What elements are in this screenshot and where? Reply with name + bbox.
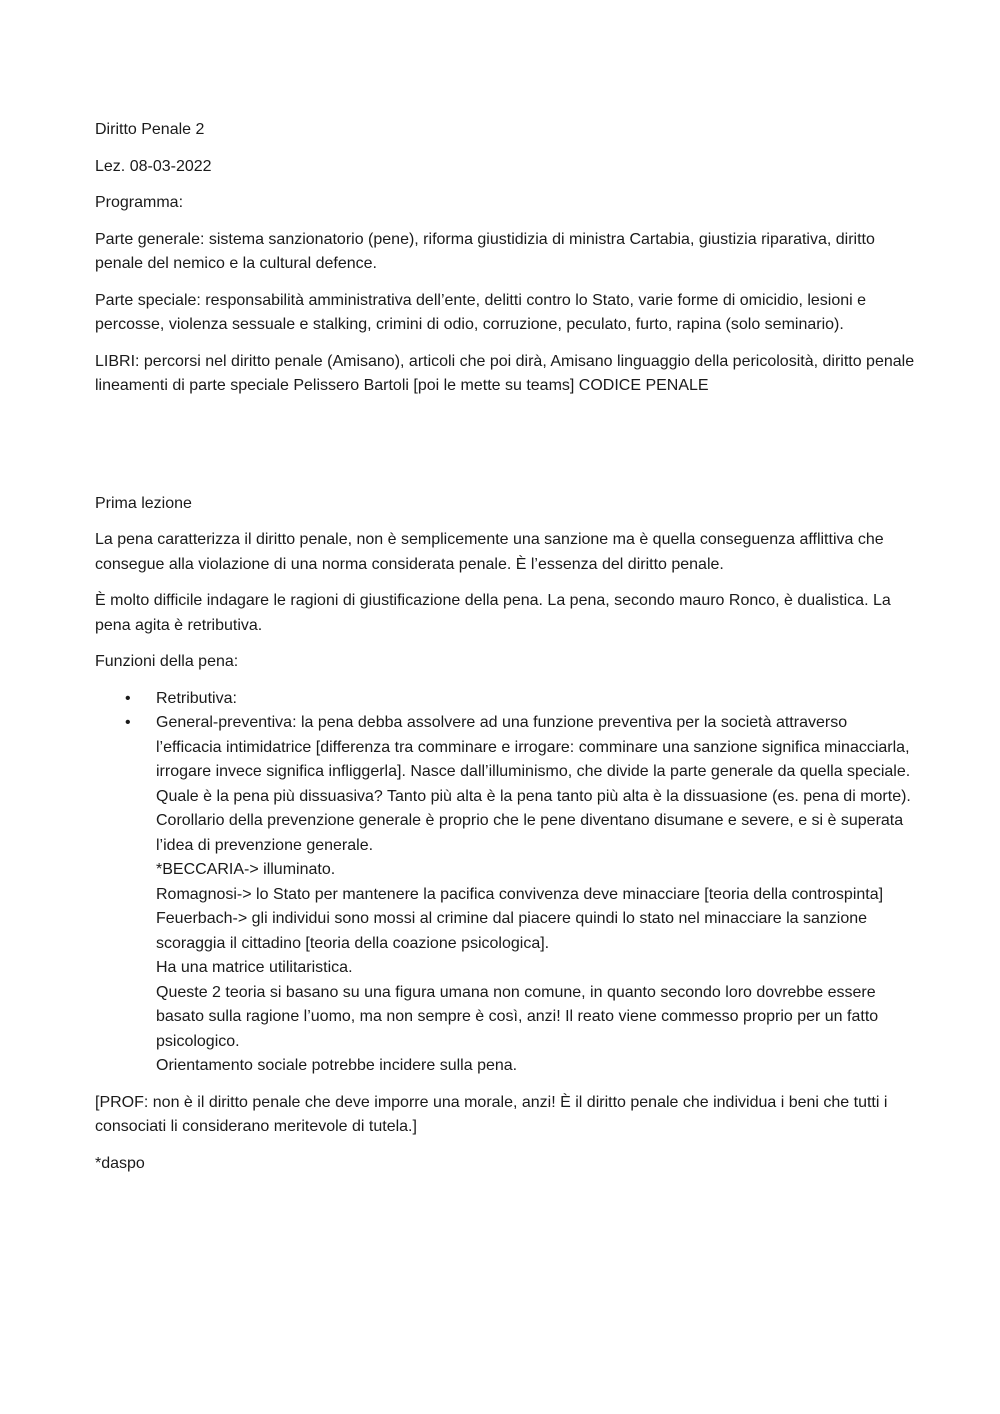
program-heading: Programma: <box>95 194 184 211</box>
item-general-preventiva: General-preventiva: la pena debba assolvere ad una funzione preventiva per la società attraverso l’efficacia intimidatrice [differenza tra comminare e irrogare: comminare una sanzione significa minacciarla, irrogare invece significa infliggerla]. Nasce dall’illuminismo, che divide la parte generale da quella speciale. <box>156 714 911 780</box>
functions-list <box>95 687 915 1079</box>
social-note: Orientamento sociale potrebbe incidere sulla pena. <box>156 1057 518 1074</box>
feuerbach-note: Feuerbach-> gli individui sono mossi al crimine dal piacere quindi lo stato nel minacciare la sanzione scoraggia il cittadino [teoria della coazione psicologica]. <box>156 910 868 952</box>
lecture-date: Lez. 08-03-2022 <box>95 157 212 175</box>
list-item <box>125 687 915 712</box>
lesson-title: Prima lezione <box>95 494 192 512</box>
item-retributiva: Retributiva: <box>156 689 237 707</box>
program-books: LIBRI: percorsi nel diritto penale (Amisano), articoli che poi dirà, Amisano linguaggio della pericolosità, diritto penale lineamenti di parte speciale Pelissero Bartoli [poi le mette su teams] CODICE PENALE <box>95 352 915 394</box>
lesson-paragraph-2: È molto difficile indagare le ragioni di giustificazione della pena. La pena, secondo mauro Ronco, è dualistica. La pena agita è retributiva. <box>95 592 891 634</box>
document-body <box>95 118 915 1188</box>
beccaria-note: *BECCARIA-> illuminato. <box>156 861 336 878</box>
lesson-paragraph-1: La pena caratterizza il diritto penale, non è semplicemente una sanzione ma è quella conseguenza afflittiva che consegue alla violazione di una norma considerata penale. È l’essenza del diritto penale. <box>95 531 884 573</box>
bullet-icon: • <box>125 714 131 731</box>
blank-gap <box>95 411 915 492</box>
functions-heading: Funzioni della pena: <box>95 653 239 670</box>
utilitarian-note: Ha una matrice utilitaristica. <box>156 959 353 976</box>
theories-note: Queste 2 teoria si basano su una figura umana non comune, in quanto secondo loro dovrebbe essere basato sulla ragione l’uomo, ma non sempre è così, anzi! Il reato viene commesso proprio per un fatto psicologico. <box>156 983 879 1050</box>
romagnosi-note: Romagnosi-> lo Stato per mantenere la pacifica convivenza deve minacciare [teoria della controspinta] <box>156 885 884 903</box>
dissuasion-question: Quale è la pena più dissuasiva? Tanto più alta è la pena tanto più alta è la dissuasione (es. pena di morte). Corollario della prevenzione generale è proprio che le pene diventano disumane e severe, e si è superata l’idea di prevenzione generale. <box>156 787 911 854</box>
program-general: Parte generale: sistema sanzionatorio (pene), riforma giustidizia di ministra Cartabia, giustizia riparativa, diritto penale del nemico e la cultural defence. <box>95 230 875 272</box>
program-special: Parte speciale: responsabilità amministrativa dell’ente, delitti contro lo Stato, varie forme di omicidio, lesioni e percosse, violenza sessuale e stalking, crimini di odio, corruzione, peculato, furto, rapina (solo seminario). <box>95 291 867 333</box>
daspo-note: *daspo <box>95 1154 145 1172</box>
course-title: Diritto Penale 2 <box>95 121 205 138</box>
bullet-icon: • <box>125 689 131 707</box>
list-item <box>125 711 915 1079</box>
prof-note: [PROF: non è il diritto penale che deve imporre una morale, anzi! È il diritto penale che individua i beni che tutti i consociati li considerano meritevole di tutela.] <box>95 1093 888 1135</box>
